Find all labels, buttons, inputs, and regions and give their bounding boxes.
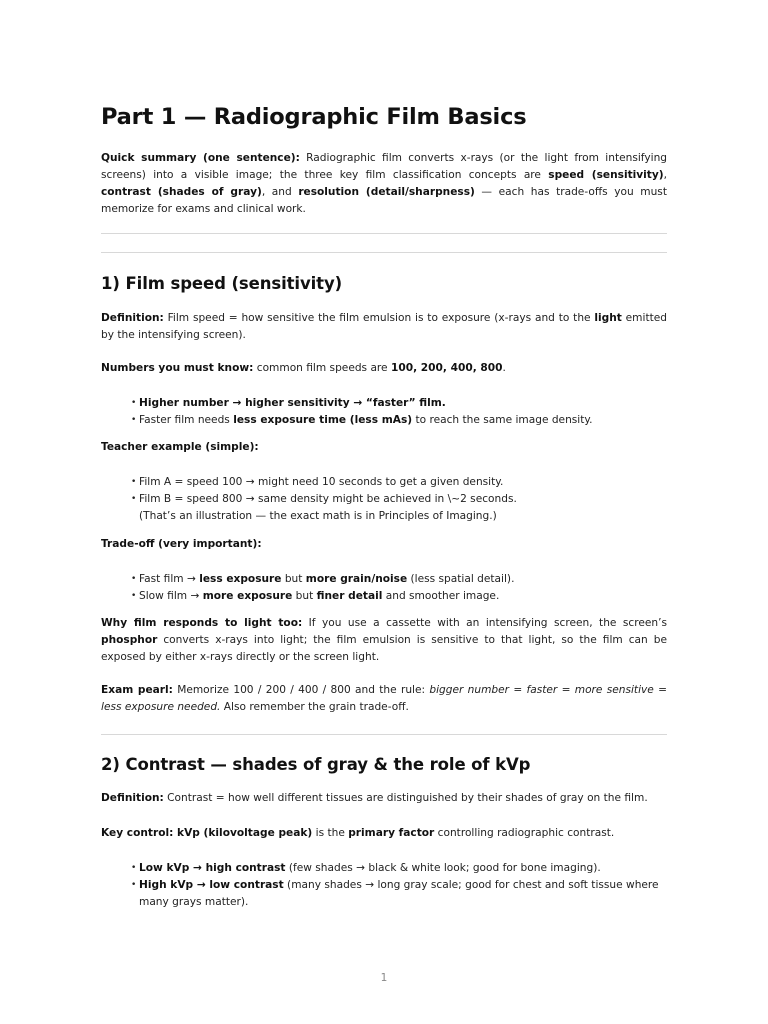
section-heading-film-speed: 1) Film speed (sensitivity) (101, 274, 343, 293)
key-text: is the (312, 827, 349, 839)
numbers-label: Numbers you must know: (101, 362, 254, 374)
list-item-text: to reach the same image density. (412, 414, 593, 427)
list-item (131, 588, 667, 605)
definition-text: Film speed = how sensitive the film emulsion is to exposure (x-rays and to the (163, 312, 595, 324)
exam-pearl (101, 682, 667, 716)
list-item-emphasis: more exposure (202, 590, 293, 603)
film-speed-definition (101, 310, 667, 344)
divider (101, 233, 667, 234)
teacher-example-list (131, 474, 667, 525)
page-number: 1 (380, 972, 388, 984)
list-item-text: (few shades → black & white look; good for bone imaging). (285, 862, 601, 874)
list-item-text: Film B = speed 800 → same density might be achieved in \~2 seconds. (139, 493, 517, 506)
list-item-text: Slow film → (139, 590, 203, 603)
why-text: If you use a cassette with an intensifying screen, the screen’s (302, 617, 667, 629)
why-light-paragraph (101, 615, 667, 666)
summary-text: , and (261, 185, 299, 198)
list-item-text: (less spatial detail). (407, 573, 515, 585)
numbers-text: common film speeds are (253, 362, 391, 374)
list-item (131, 491, 667, 525)
summary-term-speed: speed (sensitivity) (548, 168, 664, 181)
why-label: Why film responds to light too: (101, 617, 303, 629)
contrast-key-control (101, 825, 667, 842)
divider (101, 734, 667, 735)
tradeoff-list (131, 571, 667, 605)
subheading-label: Trade-off (very important): (101, 538, 262, 550)
list-item-text: Fast film → (139, 573, 200, 585)
summary-text: — each has trade-offs you must memorize for exams and clinical work. (101, 185, 667, 215)
quick-summary (101, 150, 667, 218)
definition-label: Definition: (101, 792, 164, 804)
list-item (131, 395, 667, 412)
numbers-values: 100, 200, 400, 800 (390, 362, 503, 374)
key-text: controlling radiographic contrast. (434, 827, 615, 839)
why-term: phosphor (101, 633, 158, 646)
subheading-label: Teacher example (simple): (101, 441, 259, 453)
list-item (131, 412, 667, 429)
summary-term-resolution: resolution (detail/sharpness) (298, 185, 475, 198)
list-item-emphasis: less exposure (199, 573, 282, 585)
list-item-text: Faster film needs (139, 414, 234, 427)
definition-term: light (594, 312, 622, 324)
list-item-text: but (281, 573, 306, 585)
contrast-definition (101, 790, 667, 807)
list-item-emphasis: finer detail (316, 590, 383, 603)
section-heading-contrast: 2) Contrast — shades of gray & the role of kVp (101, 755, 531, 774)
kvp-list (131, 860, 667, 911)
summary-term-contrast: contrast (shades of gray) (101, 185, 262, 198)
numbers-text: . (502, 362, 506, 374)
key-term: primary factor (348, 827, 435, 839)
list-item-text: Film A = speed 100 → might need 10 seconds to get a given density. (139, 476, 504, 488)
tradeoff-label (101, 536, 667, 553)
list-item-continuation: (That’s an illustration — the exact math is in Principles of Imaging.) (139, 510, 497, 523)
list-item-emphasis: less exposure time (less mAs) (233, 414, 413, 427)
page-title: Part 1 — Radiographic Film Basics (101, 104, 527, 130)
list-item (131, 474, 667, 491)
summary-text: , (663, 168, 667, 181)
summary-text: Radiographic film converts x-rays (or the light from intensifying screens) into a visible image; the three key film classification concepts are (101, 152, 668, 181)
definition-text: emitted by the intensifying screen). (101, 312, 667, 341)
film-speed-numbers (101, 360, 667, 377)
divider (101, 252, 667, 253)
pearl-text: Memorize 100 / 200 / 400 / 800 and the rule: (172, 684, 430, 696)
list-item-text: Higher number → higher sensitivity → “faster” film. (139, 397, 446, 409)
list-item-text: and smoother image. (382, 590, 500, 603)
pearl-rule: bigger number = faster = more sensitive = less exposure needed. (101, 684, 667, 713)
summary-label: Quick summary (one sentence): (101, 152, 300, 164)
pearl-label: Exam pearl: (101, 684, 173, 696)
list-item-text: but (292, 590, 317, 603)
definition-label: Definition: (101, 312, 164, 324)
why-text: converts x-rays into light; the film emulsion is sensitive to that light, so the film can be exposed by either x-rays directly or the screen light. (101, 633, 667, 663)
list-item (131, 860, 667, 877)
speed-rules-list (131, 395, 667, 429)
list-item-emphasis: Low kVp → high contrast (139, 862, 286, 874)
list-item (131, 877, 667, 911)
list-item (131, 571, 667, 588)
pearl-text: Also remember the grain trade-off. (220, 700, 409, 713)
key-label: Key control: kVp (kilovoltage peak) (101, 827, 313, 839)
definition-text: Contrast = how well different tissues are distinguished by their shades of gray on the film. (163, 792, 648, 804)
list-item-emphasis: High kVp → low contrast (139, 879, 284, 892)
list-item-text: (many shades → long gray scale; good for chest and soft tissue where many grays matter). (139, 879, 659, 909)
teacher-example-label (101, 439, 667, 456)
list-item-emphasis: more grain/noise (305, 573, 408, 585)
